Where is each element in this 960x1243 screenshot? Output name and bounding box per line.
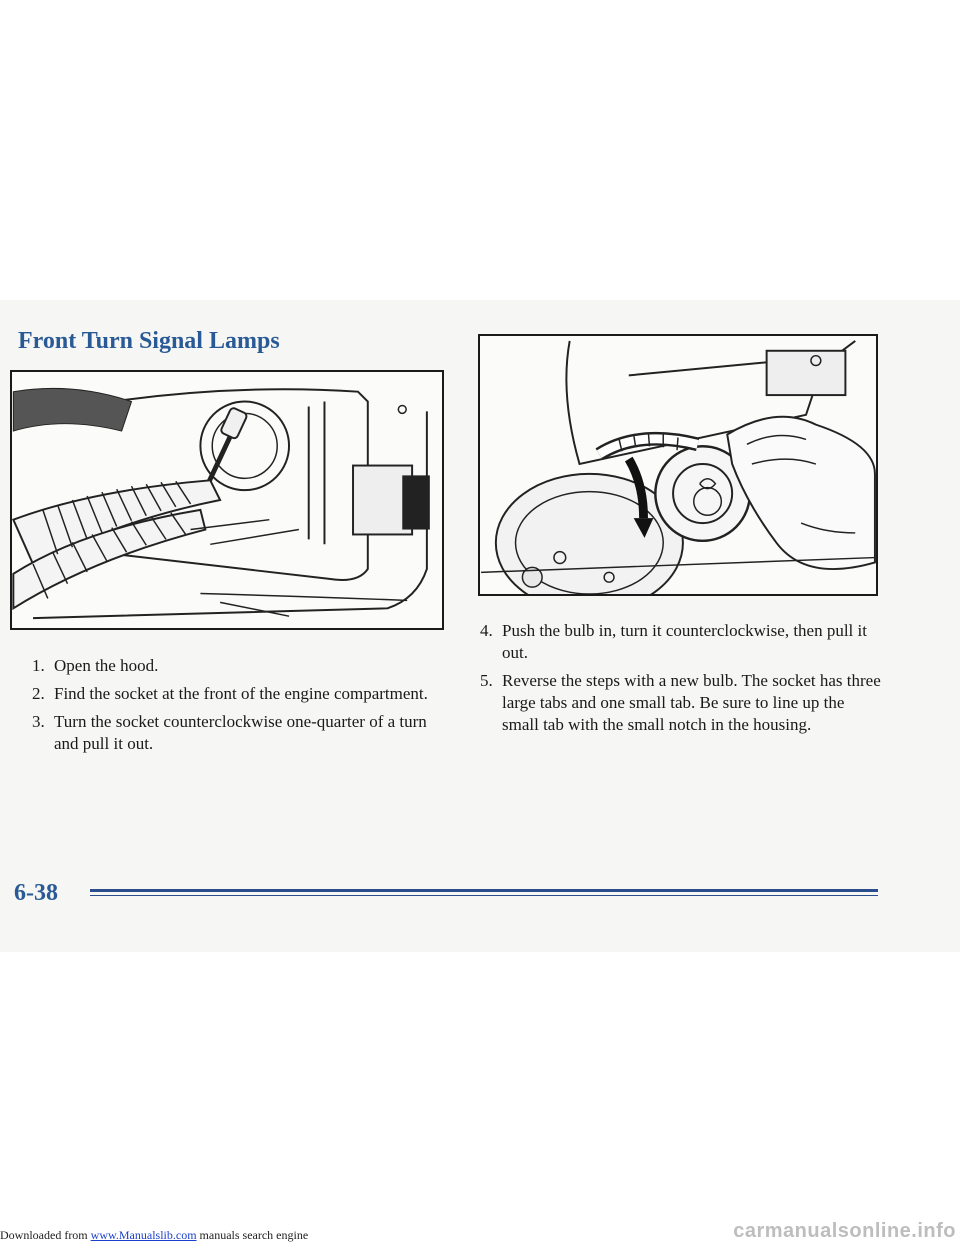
step-number: 4. bbox=[480, 621, 493, 640]
page-title: Front Turn Signal Lamps bbox=[18, 328, 280, 354]
footer-divider-thin bbox=[90, 895, 878, 896]
list-item bbox=[26, 683, 446, 705]
list-item bbox=[26, 655, 446, 677]
site-watermark: carmanualsonline.info bbox=[733, 1220, 956, 1242]
step-number: 3. bbox=[32, 712, 45, 731]
step-text: Open the hood. bbox=[54, 656, 159, 675]
list-item bbox=[474, 620, 884, 664]
step-number: 1. bbox=[32, 656, 45, 675]
steps-list-left bbox=[26, 655, 446, 761]
bulb-removal-illustration bbox=[478, 334, 878, 596]
download-attribution bbox=[0, 1228, 308, 1243]
attribution-prefix: Downloaded from bbox=[0, 1228, 91, 1242]
step-number: 2. bbox=[32, 684, 45, 703]
attribution-suffix: manuals search engine bbox=[196, 1228, 309, 1242]
socket-illustration bbox=[10, 370, 444, 630]
step-text: Reverse the steps with a new bulb. The socket has three large tabs and one small tab. Be sure to line up the small tab with the small notch in the housing. bbox=[502, 671, 881, 734]
list-item bbox=[26, 711, 446, 755]
step-text: Turn the socket counterclockwise one-quarter of a turn and pull it out. bbox=[54, 712, 427, 753]
manualslib-link[interactable]: www.Manualslib.com bbox=[90, 1228, 197, 1242]
step-number: 5. bbox=[480, 671, 493, 690]
footer-divider bbox=[90, 889, 878, 892]
step-text: Find the socket at the front of the engine compartment. bbox=[54, 684, 428, 703]
list-item bbox=[474, 670, 884, 736]
step-text: Push the bulb in, turn it counterclockwise, then pull it out. bbox=[502, 621, 867, 662]
page-number: 6-38 bbox=[14, 880, 58, 906]
steps-list-right bbox=[474, 620, 884, 742]
